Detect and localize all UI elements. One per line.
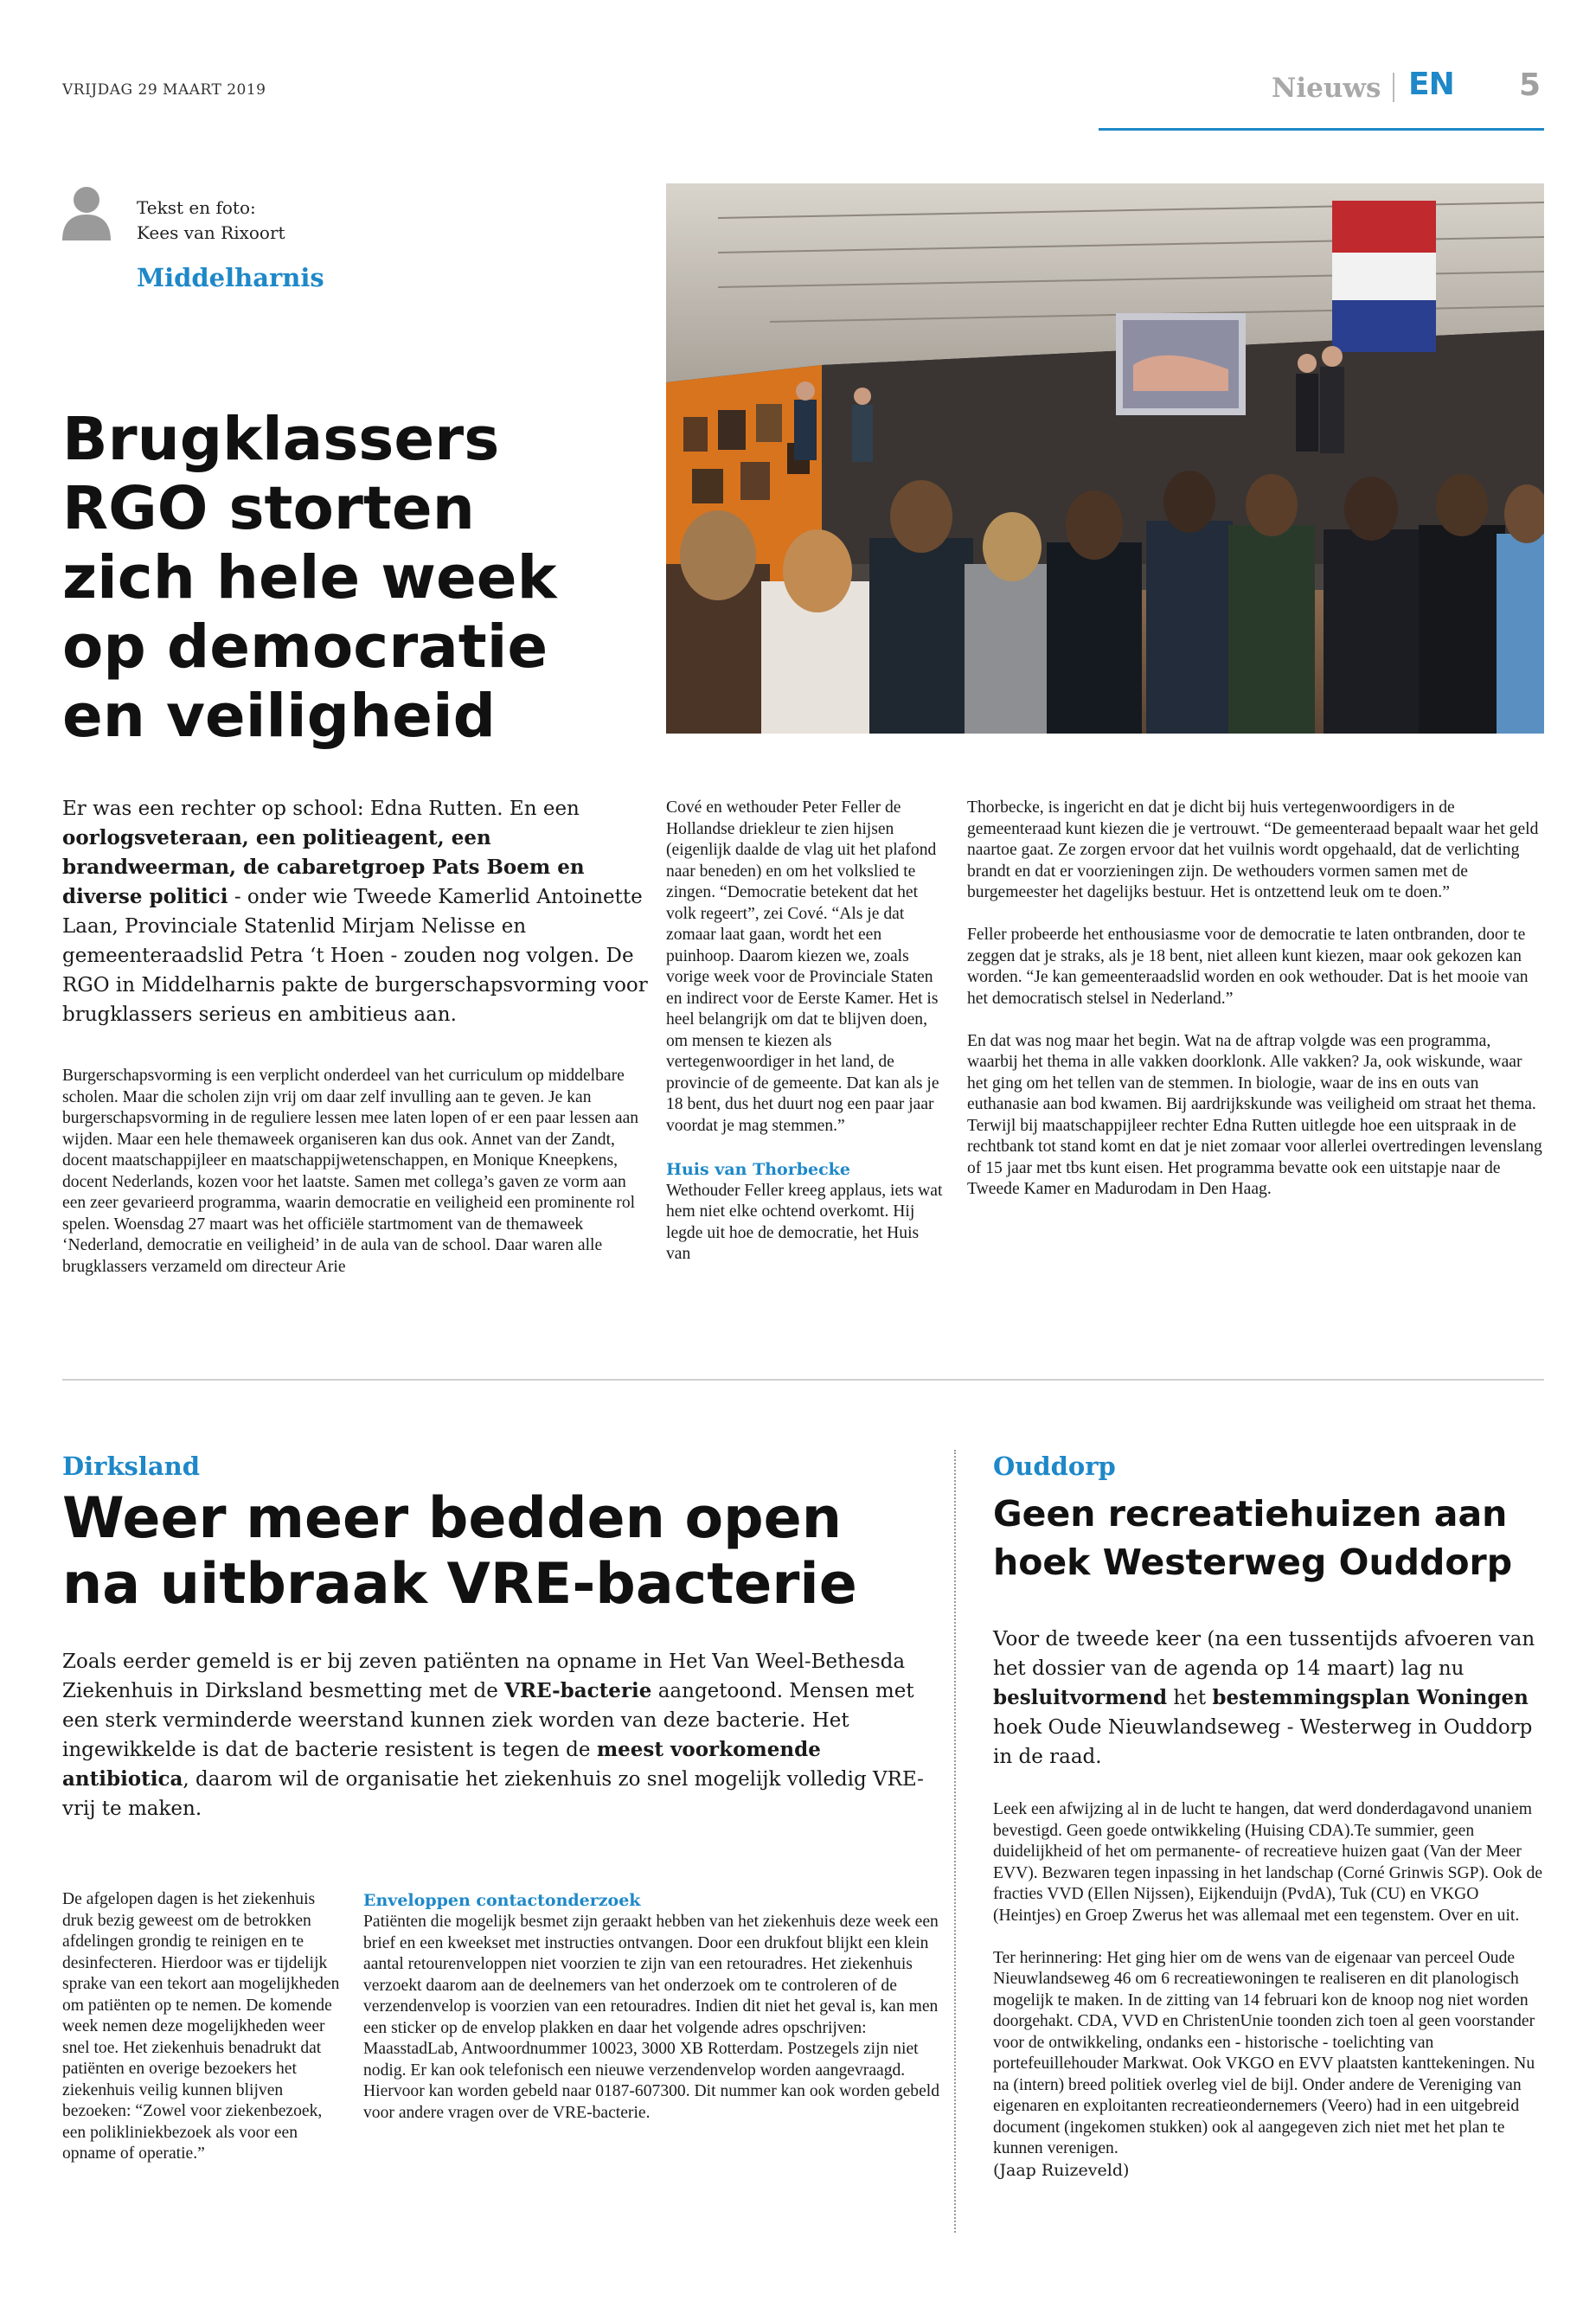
article3-lead [993,1625,1547,1772]
article1-body-col2 [666,798,943,1286]
byline [137,195,285,246]
paragraph: Thorbecke, is ingericht en dat je dicht bij huis vertegenwoordigers in de gemeenteraad kunt kiezen die je vertrouwt. “De gemeenteraad bepaalt waar het geld naartoe gaat. Ze zorgen ervoor dat het vuilnis wordt opgehaald, dat de verlichting brandt en dat er voorzieningen zijn. De wethouders vormen samen met de burgemeester het dagelijks bestuur. Het is ontzettend leuk om te doen.” [967,798,1539,901]
lead-bold: VRE-bacterie [504,1679,652,1702]
paragraph: Patiënten die mogelijk besmet zijn geraakt hebben van het ziekenhuis deze week een brief en een kweekset met instructies ontvangen. Door een drukfout blijkt een klein aantal retourenveloppen niet voorzien te zijn van een retouradres. Het ziekenhuis verzoekt daarom aan de deelnemers van het onderzoek om te controleren of de verzendenvelop is voorzien van een retouradres. Indien dit niet het geval is, kan men een sticker op de envelop plakken en daar het volgende adres opschrijven: MaasstadLab, Antwoordnummer 10023, 3000 XB Rotterdam. Postzegels zijn niet nodig. Er kan ook telefonisch een nieuwe verzendenvelop worden aangevraagd. Hiervoor kan worden gebeld naar 0187-607300. Dit nummer kan ook worden gebeld voor andere vragen over de VRE-bacterie. [363,1913,940,2122]
paragraph: Burgerschapsvorming is een verplicht onderdeel van het curriculum op middelbare scholen. Maar die scholen zijn vrij om daar zelf invulling aan te geven. Je kan burgerschapsvorming in de reguliere lessen mee laten lopen of er een paar lessen aan wijden. Maar een hele themaweek organiseren kan dus ook. Annet van der Zandt, docent maatschappijleer en maatschappijwetenschappen, en Monique Kneepkens, docent Nederlands, kozen voor het laatste. Samen met collega’s gaven ze vorm aan een zeer gevarieerd programma, waarin democratie en veiligheid een prominente rol spelen. Woensdag 27 maart was het officiële startmoment van de themaweek ‘Nederland, democratie en veiligheid’ in de aula van de school. Daar waren alle brugklassers verzameld om directeur Arie [62,1067,639,1276]
header-rule [1099,128,1544,131]
lead-text: - onder wie Tweede Kamerlid Antoinette Laan, Provinciale Statenlid Mirjam Nelisse en gemeenteraadslid Petra ‘t Hoen - zouden nog volgen. De RGO in Middelharnis pakte de burgerschapsvorming voor brugklassers serieus en ambitieus aan. [62,886,648,1026]
article2-headline: Weer meer bedden open na uitbraak VRE-bacterie [62,1486,857,1617]
article2-subhead: Enveloppen contactonderzoek [363,1891,641,1910]
paragraph: Leek een afwijzing al in de lucht te hangen, dat werd donderdagavond unaniem bevestigd. Geen goede ontwikkeling (Huising CDA).Te summier, geen duidelijkheid of het om permanente- of recreatieve huizen gaat (Van der Meer EVV). Bezwaren tegen inpassing in het landschap (Corné Grinwis SGP). Ook de fracties VVD (Ellen Nijssen), Eijkenduijn (PvdA), Tuk (CU) en VKGO (Heintjes) en Groep Zwerus het was allemaal met een tegenstem. Over en uit. [993,1800,1543,1925]
paragraph: Feller probeerde het enthousiasme voor de democratie te laten ontbranden, door te zeggen dat je straks, als je 18 bent, niet alleen kunt kiezen, maar ook gekozen kan worden. “Je kan gemeenteraadslid worden en ook wethouder. Dat is het mooie van het democratisch stelsel in Nederland.” [967,926,1529,1008]
article3-author: (Jaap Ruizeveld) [993,2160,1130,2180]
article2-body-col1 [62,1889,348,2186]
classroom-photo [666,183,1544,734]
article1-location: Middelharnis [137,263,324,292]
lead-text: hoek Oude Nieuwlandseweg - Westerweg in Ouddorp in de raad. [993,1716,1533,1768]
header-separator [1393,73,1394,102]
byline-name: Kees van Rixoort [137,222,285,243]
lead-bold: oorlogsveteraan, een politieagent, een brandweerman, de cabaretgroep Pats Boem en diverse politici [62,826,585,908]
lead-bold: besluitvormend [993,1686,1168,1709]
column-divider [954,1450,956,2233]
article3-body [993,1799,1547,2181]
article1-body-col1 [62,1066,651,1299]
paragraph: En dat was nog maar het begin. Wat na de aftrap volgde was een programma, waarbij het thema in alle vakken doorklonk. Alle vakken? Ja, ook wiskunde, waar het ging om het tellen van de stemmen. In biologie, waar de ins en outs van euthanasie aan bod kwamen. Bij aardrijkskunde was veiligheid om straat het thema. Terwijl bij maatschappijleer rechter Edna Rutten uitlegde hoe een uitspraak in de rechtbank tot stand komt en dat je niet zomaar voor allerlei overtredingen levenslang of 15 jaar met tbs kunt eisen. Het programma bevatte ook een uitstapje naar de Tweede Kamer en Madurodam in Den Haag. [967,1031,1542,1198]
issue-date: VRIJDAG 29 MAART 2019 [62,81,266,99]
lead-text: Zoals eerder gemeld is er bij zeven patiënten na opname in Het Van Weel-Bethesda Ziekenhuis in Dirksland besmetting met de [62,1650,906,1702]
lead-text: het [1167,1687,1213,1709]
lead-text: , daarom wil de organisatie het ziekenhuis zo snel mogelijk volledig VRE-vrij te maken. [62,1768,924,1820]
lead-text: Er was een rechter op school: Edna Rutten. En een [62,798,580,820]
paragraph: Wethouder Feller kreeg applaus, iets wat hem niet elke ochtend overkomt. Hij legde uit hoe de democratie, het Huis van [666,1181,943,1263]
lead-bold: bestemmingsplan Woningen [1212,1686,1529,1709]
section-title[interactable]: Nieuws [1272,73,1381,104]
article3-location: Ouddorp [993,1452,1116,1481]
paragraph: Cové en wethouder Peter Feller de Hollandse driekleur te zien hijsen (eigenlijk daalde de vlag uit het plafond naar beneden) en om het volkslied te zingen. “Democratie betekent dat het volk regeert”, zei Cové. “Als je dat zomaar laat gaan, wordt het een puinhoop. Daarom kiezen we, zoals vorige week voor de Provinciale Staten en indirect voor de Eerste Kamer. Het is heel belangrijk om dat te blijven doen, om mensen te kiezen als vertegenwoordiger in het land, de provincie of de gemeente. Dat kan als je 18 bent, dus het duurt nog een paar jaar voordat je mag stemmen.” [666,798,939,1135]
paragraph: Ter herinnering: Het ging hier om de wens van de eigenaar van perceel Oude Nieuwlandseweg 46 om 6 recreatiewoningen te realiseren en dit planologisch mogelijk te maken. In de zitting van 14 februari kon de knoop nog niet worden doorgehakt. CDA, VVD en ChristenUnie toonden zich toen al geen voorstander voor de ontwikkeling, ondanks een - historische - toelichting van portefeuillehouder Markwat. Ook VKGO en EVV plaatsten kanttekeningen. Nu na (intern) breed politiek overleg viel de bijl. Onder andere de Vereniging van eigenaren en exploitanten recreatieondernemers (Veero) had in een uitgebreid document (ingekomen stukken) ook al aangegeven zich niet met het plan te kunnen verenigen. [993,1948,1535,2157]
author-avatar-icon [61,183,112,240]
article1-headline: Brugklassers RGO storten zich hele week op democratie en veiligheid [62,405,557,751]
lead-text: Voor de tweede keer (na een tussentijds afvoeren van het dossier van de agenda op 14 maart) lag nu [993,1628,1535,1680]
article1-subhead: Huis van Thorbecke [666,1159,850,1179]
article1-lead [62,794,651,1029]
lead-text: aangetoond. Mensen met een sterk verminderde weerstand kunnen ziek worden van deze bacterie. Het ingewikkelde is dat de bacterie resistent is tegen de [62,1680,914,1761]
page-number: 5 [1519,67,1542,103]
article2-lead [62,1647,927,1823]
article1-body-col3 [967,798,1542,1221]
article2-body-col2 [363,1889,943,2145]
section-divider [62,1379,1544,1381]
lead-bold: meest voorkomende antibiotica [62,1738,821,1791]
byline-label: Tekst en foto: [137,197,256,218]
article3-headline: Geen recreatiehuizen aan hoek Westerweg Ouddorp [993,1493,1513,1583]
newspaper-logo[interactable]: EN [1408,67,1454,102]
paragraph: De afgelopen dagen is het ziekenhuis druk bezig geweest om de betrokken afdelingen grondig te reinigen en te desinfecteren. Hierdoor was er tijdelijk sprake van een tekort aan mogelijkheden om patiënten op te nemen. De komende week nemen deze mogelijkheden weer snel toe. Het ziekenhuis benadrukt dat patiënten en overige bezoekers het ziekenhuis veilig kunnen blijven bezoeken: “Zowel voor ziekenbezoek, een polikliniekbezoek als voor een opname of operatie.” [62,1890,340,2163]
article2-location: Dirksland [62,1452,201,1481]
